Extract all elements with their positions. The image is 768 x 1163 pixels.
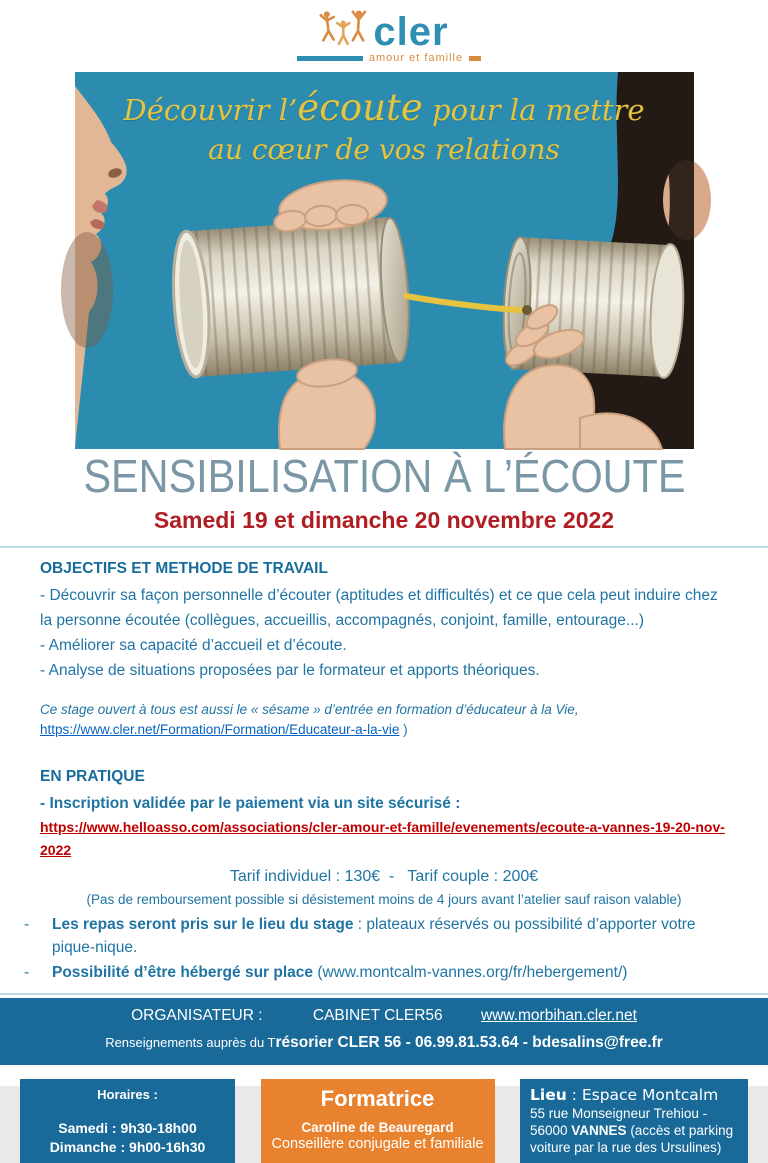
formatrice-role: Conseillère conjugale et familiale [271,1136,484,1152]
section-pratique [24,764,728,984]
contact-details: résorier CLER 56 - 06.99.81.53.64 - bdesalins@free.fr [275,1034,663,1051]
lieu-address-line2: 56000 VANNES (accès et parking [530,1123,734,1138]
pratique-heading: EN PRATIQUE [40,768,145,785]
left-tin-can [169,216,413,378]
objectifs-heading: OBJECTIFS ET METHODE DE TRAVAIL [40,560,328,577]
horaires-dimanche: Dimanche : 9h00-16h30 [49,1139,206,1155]
payment-link-line [40,816,728,862]
horaires-title: Horaires : [97,1087,158,1102]
organisateur-cabinet: CABINET CLER56 [312,1007,443,1024]
bullet-repas-text: Les repas seront pris sur le lieu du stage : plateaux réservés ou possibilité d’apporter votre pique-nique. [52,916,696,956]
objectifs-item: - Découvrir sa façon personnelle d’écouter (aptitudes et difficultés) et ce que cela peut induire chez la personne écoutée (collègues, accueillis, accompagnés, conjoint, famille, entourage...) [40,587,718,629]
bullet-dash: - [24,964,30,981]
helloasso-payment-link[interactable]: https://www.helloasso.com/associations/cler-amour-et-famille/evenements/ecoute-a-vannes-19-20-nov-2022 [40,819,725,858]
refund-note: (Pas de remboursement possible si désistement moins de 4 jours avant l’atelier sauf raison valable) [86,892,682,907]
cler-family-figures-icon [319,8,371,52]
section-sesame [40,700,728,740]
section-objectifs [40,556,728,683]
event-date: Samedi 19 et dimanche 20 novembre 2022 [153,507,615,533]
bullet-hebergement-text: Possibilité d’être hébergé sur place (www.montcalm-vannes.org/fr/hebergement/) [52,964,628,981]
bullet-hebergement [24,961,728,984]
spacer [20,1102,235,1119]
horaires-samedi: Samedi : 9h30-18h00 [58,1120,197,1136]
body-content [0,548,768,984]
logo-brand-text: cler [373,10,449,54]
logo-teal-bar [297,56,363,61]
lieu-address-line1: 55 rue Monseigneur Trehiou - [530,1106,708,1121]
morbihan-cler-link[interactable]: www.morbihan.cler.net [480,1007,637,1024]
inscription-line: - Inscription validée par le paiement via un site sécurisé : [40,795,461,812]
contact-prefix: Renseignements auprès du T [105,1035,276,1050]
bullet-repas [24,913,728,959]
cler-logo [0,0,768,64]
horaires-box [20,1079,235,1163]
formatrice-box [261,1079,495,1163]
sesame-suffix: ) [399,722,408,737]
page-title: SENSIBILISATION À L’ÉCOUTE [82,450,685,502]
sesame-note: Ce stage ouvert à tous est aussi le « sésame » d’entrée en formation d’éducateur à la Vie, [40,702,579,717]
hero-caption-line2: au cœur de vos relations [208,133,560,166]
formatrice-title: Formatrice [320,1086,435,1111]
hero-caption [75,88,694,170]
organisateur-bar [0,998,768,1065]
organisateur-label: ORGANISATEUR : [131,1007,263,1024]
hero-caption-emphasis: écoute [297,86,423,129]
info-boxes-row [20,1079,748,1163]
tarif-line: Tarif individuel : 130€ - Tarif couple : 200€ [229,868,539,885]
lieu-title: Lieu : Espace Montcalm [530,1086,719,1104]
hero-photo [75,72,694,449]
objectifs-item: - Analyse de situations proposées par le formateur et apports théoriques. [40,662,540,679]
divider-line [0,993,768,995]
logo-tagline: amour et famille [368,52,464,64]
sesame-link-line [40,720,728,740]
formatrice-name: Caroline de Beauregard [301,1120,454,1135]
bullet-dash: - [24,916,30,933]
objectifs-item: - Améliorer sa capacité d’accueil et d’écoute. [40,637,347,654]
organisateur-line [0,1007,768,1025]
logo-orange-dash [469,56,481,61]
lieu-address-line3: voiture par la rue des Ursulines) [530,1140,722,1155]
lieu-box [520,1079,748,1163]
educateur-a-la-vie-link[interactable]: https://www.cler.net/Formation/Formation/Educateur-a-la-vie [40,722,400,737]
contact-line [0,1034,768,1052]
hero-caption-line1: Découvrir l’écoute pour la mettre [123,86,645,129]
